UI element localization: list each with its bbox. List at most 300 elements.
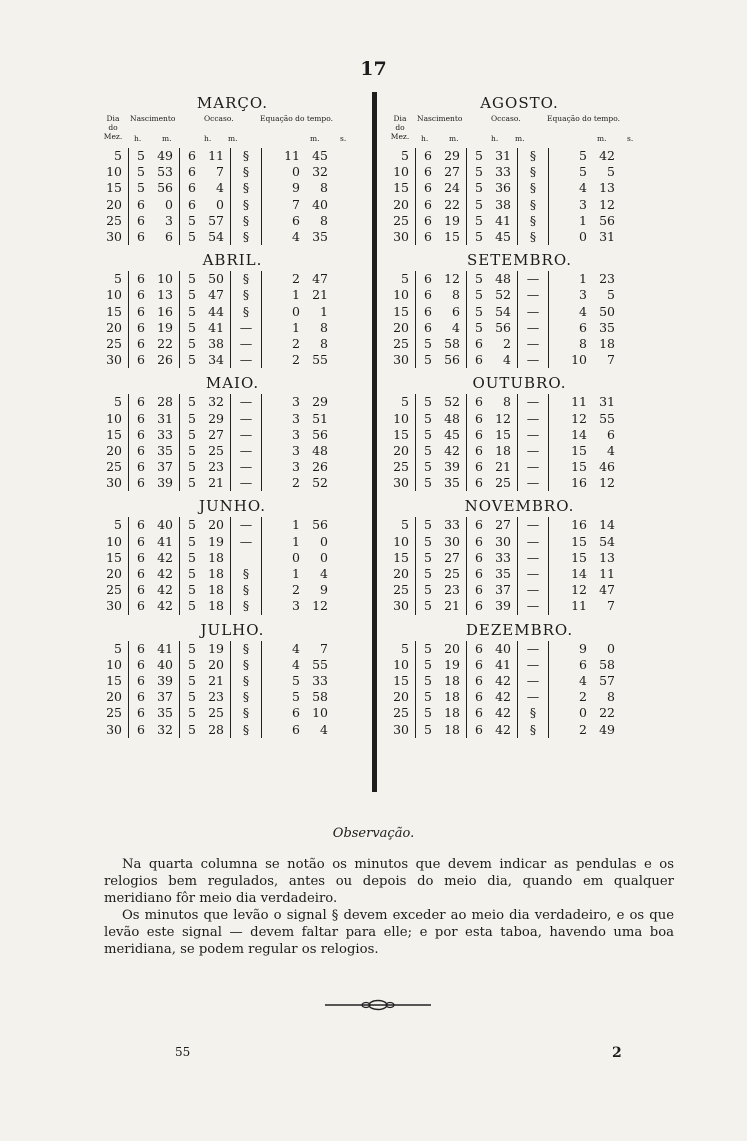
table-cell: 4 [607, 442, 615, 458]
table-cell: 29 [208, 410, 224, 426]
table-cell: 30 [393, 721, 409, 737]
table-cell: 32 [312, 164, 328, 180]
header-equacao: Equação do tempo. [260, 114, 333, 123]
table-cell: 6 [129, 534, 146, 550]
table-cell: 6 [467, 475, 484, 491]
table-cell: 6 [129, 197, 146, 213]
table-cell: 12 [549, 410, 588, 426]
month-table [387, 517, 615, 614]
table-cell: 5 [607, 164, 615, 180]
table-cell: 23 [444, 582, 460, 598]
table-cell: — [518, 673, 549, 689]
header-h: h. [421, 134, 429, 143]
table-cell: — [518, 287, 549, 303]
table-cell: 56 [312, 426, 328, 442]
table-cell: 0 [165, 196, 173, 212]
table-cell: 15 [106, 549, 122, 565]
table-cell: — [231, 320, 262, 336]
table-cell: 1 [262, 320, 301, 336]
table-cell: 5 [416, 673, 433, 689]
table-cell: 16 [549, 517, 588, 533]
table-cell: 5 [180, 213, 197, 229]
table-cell: 5 [416, 657, 433, 673]
table-cell: § [231, 148, 262, 164]
table-cell: 25 [106, 335, 122, 351]
table-row [387, 352, 615, 368]
table-cell: 0 [320, 533, 328, 549]
table-cell: 5 [180, 394, 197, 410]
month-table [100, 148, 328, 245]
table-cell: 6 [129, 229, 146, 245]
table-cell: 18 [495, 442, 511, 458]
table-cell: 13 [599, 549, 615, 565]
table-cell: 25 [208, 705, 224, 721]
table-cell: 37 [157, 689, 173, 705]
month-title: ABRIL. [202, 251, 263, 270]
table-cell: 10 [393, 164, 409, 180]
table-cell: 31 [157, 410, 173, 426]
table-cell: — [518, 427, 549, 443]
table-cell: 5 [262, 673, 301, 689]
table-cell: — [231, 427, 262, 443]
table-row [100, 517, 328, 533]
table-cell: 5 [416, 352, 433, 368]
table-cell: 6 [129, 352, 146, 368]
table-row [100, 213, 328, 229]
table-cell: 10 [393, 410, 409, 426]
table-cell: 5 [180, 673, 197, 689]
table-cell: 55 [599, 410, 615, 426]
table-cell: § [518, 213, 549, 229]
table-row [100, 394, 328, 410]
table-cell: 8 [320, 180, 328, 196]
table-cell: 5 [416, 689, 433, 705]
table-cell: 5 [416, 534, 433, 550]
table-cell: 41 [495, 212, 511, 228]
table-cell: 5 [180, 320, 197, 336]
table-cell: 5 [416, 721, 433, 737]
table-cell: 7 [607, 598, 615, 614]
table-cell: 47 [208, 287, 224, 303]
table-cell: 54 [599, 533, 615, 549]
table-cell: 57 [599, 672, 615, 688]
table-row [387, 287, 615, 303]
month-table [387, 641, 615, 738]
table-row [387, 459, 615, 475]
table-cell: 19 [208, 533, 224, 549]
table-cell: 5 [180, 271, 197, 287]
table-cell: 5 [467, 180, 484, 196]
table-cell: 5 [180, 657, 197, 673]
table-cell: 18 [444, 721, 460, 737]
table-cell: 6 [416, 148, 433, 164]
table-cell: 42 [157, 598, 173, 614]
table-cell: 20 [444, 640, 460, 656]
table-cell: 25 [444, 566, 460, 582]
table-cell: 11 [599, 566, 615, 582]
table-row [100, 352, 328, 368]
table-cell: 58 [599, 656, 615, 672]
table-cell: 51 [312, 410, 328, 426]
table-cell: 20 [106, 196, 122, 212]
table-cell: 5 [180, 705, 197, 721]
table-row [387, 598, 615, 614]
table-cell: § [518, 721, 549, 737]
table-row [100, 336, 328, 352]
table-cell: 33 [312, 672, 328, 688]
table-cell: 20 [106, 319, 122, 335]
table-cell: 12 [312, 598, 328, 614]
table-cell: 35 [157, 705, 173, 721]
table-cell: 10 [393, 287, 409, 303]
table-cell: 5 [467, 229, 484, 245]
table-cell: 40 [157, 517, 173, 533]
table-cell: 20 [393, 196, 409, 212]
table-cell: 20 [106, 566, 122, 582]
table-cell: 45 [312, 148, 328, 164]
month-title: JUNHO. [198, 497, 267, 516]
table-cell: 6 [129, 689, 146, 705]
table-row [100, 721, 328, 737]
table-cell: 5 [180, 475, 197, 491]
table-cell: 6 [467, 517, 484, 533]
table-cell: 5 [129, 148, 146, 164]
table-cell: 5 [416, 410, 433, 426]
table-cell: 6 [416, 213, 433, 229]
table-cell: 13 [157, 287, 173, 303]
table-cell: 49 [599, 721, 615, 737]
table-cell: 30 [106, 598, 122, 614]
month-title: MARÇO. [196, 94, 269, 112]
table-cell: 6 [416, 320, 433, 336]
table-cell: 12 [495, 410, 511, 426]
table-cell: 21 [495, 459, 511, 475]
table-cell: 9 [549, 641, 588, 657]
table-row [387, 320, 615, 336]
table-cell: § [231, 598, 262, 614]
header-nascimento: Nascimento [417, 114, 463, 123]
table-cell: § [231, 673, 262, 689]
table-cell: 21 [208, 475, 224, 491]
table-cell: 5 [416, 550, 433, 566]
table-cell: 30 [393, 352, 409, 368]
table-cell: § [231, 705, 262, 721]
header-m: m. [449, 134, 459, 143]
table-cell: 6 [129, 213, 146, 229]
table-cell: 12 [549, 582, 588, 598]
table-cell: 5 [180, 566, 197, 582]
table-row [387, 180, 615, 196]
table-cell: 36 [495, 180, 511, 196]
table-cell: 5 [416, 598, 433, 614]
table-cell: 4 [262, 641, 301, 657]
table-row [100, 534, 328, 550]
table-cell: 16 [549, 475, 588, 491]
table-cell: 5 [180, 443, 197, 459]
table-cell: 6 [452, 303, 460, 319]
table-cell: 48 [444, 410, 460, 426]
table-cell: 5 [416, 336, 433, 352]
table-cell: 13 [599, 180, 615, 196]
table-cell: 6 [467, 689, 484, 705]
month-title: NOVEMBRO. [464, 497, 575, 516]
table-cell: 27 [444, 549, 460, 565]
table-cell: — [231, 475, 262, 491]
header-em: m. [310, 134, 320, 143]
table-cell: 2 [262, 475, 301, 491]
table-cell: 6 [129, 287, 146, 303]
table-cell: 15 [106, 303, 122, 319]
table-row [100, 689, 328, 705]
table-cell: 19 [444, 656, 460, 672]
table-row [100, 705, 328, 721]
table-cell: § [518, 148, 549, 164]
table-cell: 4 [262, 657, 301, 673]
table-cell: — [518, 475, 549, 491]
table-row [387, 550, 615, 566]
table-cell [231, 550, 262, 566]
table-cell: 23 [599, 271, 615, 287]
table-row [387, 336, 615, 352]
table-cell: 29 [444, 148, 460, 164]
table-cell: 6 [129, 641, 146, 657]
table-cell: 6 [180, 164, 197, 180]
table-cell: § [231, 164, 262, 180]
table-cell: § [518, 164, 549, 180]
table-cell: 20 [393, 566, 409, 582]
table-row [387, 721, 615, 737]
table-row [387, 271, 615, 287]
table-cell: 5 [180, 582, 197, 598]
table-row [387, 582, 615, 598]
table-row [100, 566, 328, 582]
table-cell: 20 [106, 442, 122, 458]
table-row [100, 304, 328, 320]
table-row [100, 287, 328, 303]
table-cell: 5 [180, 721, 197, 737]
table-cell: 6 [129, 427, 146, 443]
month-table [100, 517, 328, 614]
table-cell: 35 [157, 442, 173, 458]
table-cell: 41 [208, 319, 224, 335]
month-table [387, 148, 615, 245]
table-cell: § [231, 657, 262, 673]
table-cell: 5 [180, 550, 197, 566]
table-cell: 6 [467, 721, 484, 737]
table-cell: 6 [467, 394, 484, 410]
header-es: s. [627, 134, 634, 143]
table-row [100, 271, 328, 287]
table-cell: 6 [467, 582, 484, 598]
table-row [100, 197, 328, 213]
table-cell: 25 [393, 582, 409, 598]
month-title: JULHO. [200, 620, 265, 639]
table-cell: 56 [312, 517, 328, 533]
table-cell: 26 [157, 352, 173, 368]
table-cell: 6 [180, 180, 197, 196]
column-headers [387, 114, 652, 148]
table-row [387, 304, 615, 320]
table-cell: 5 [467, 304, 484, 320]
table-cell: 41 [157, 533, 173, 549]
table-cell: 8 [320, 212, 328, 228]
table-cell: 30 [106, 475, 122, 491]
table-cell: 5 [180, 410, 197, 426]
table-cell: 5 [180, 427, 197, 443]
footer-mark: 2 [612, 1045, 622, 1061]
table-cell: 6 [129, 673, 146, 689]
table-cell: 35 [444, 475, 460, 491]
table-cell: 5 [180, 641, 197, 657]
table-cell: 18 [208, 582, 224, 598]
table-cell: 6 [165, 229, 173, 245]
table-cell: 1 [262, 517, 301, 533]
table-cell: 39 [157, 672, 173, 688]
table-cell: 37 [157, 459, 173, 475]
table-cell: 4 [503, 352, 511, 368]
table-cell: 6 [129, 475, 146, 491]
right-column [387, 92, 652, 738]
table-cell: 5 [180, 459, 197, 475]
table-cell: 15 [106, 180, 122, 196]
table-cell: § [518, 180, 549, 196]
table-cell: 31 [599, 229, 615, 245]
ornament-divider [323, 995, 433, 1015]
table-cell: 25 [106, 582, 122, 598]
table-cell: 3 [262, 394, 301, 410]
table-cell: 27 [208, 426, 224, 442]
table-cell: 25 [106, 212, 122, 228]
table-cell: 18 [208, 549, 224, 565]
table-cell: 6 [129, 304, 146, 320]
table-cell: 39 [495, 598, 511, 614]
table-cell: — [518, 443, 549, 459]
table-cell: 6 [129, 443, 146, 459]
header-occaso: Occaso. [491, 114, 521, 123]
table-cell: — [518, 271, 549, 287]
table-cell: 6 [129, 394, 146, 410]
table-cell: 4 [452, 319, 460, 335]
table-cell: 40 [495, 640, 511, 656]
table-cell: 29 [312, 394, 328, 410]
table-cell: 6 [129, 320, 146, 336]
observation-title: Observação. [332, 826, 415, 841]
table-row [100, 443, 328, 459]
table-cell: 30 [106, 229, 122, 245]
table-cell: 0 [549, 705, 588, 721]
table-cell: 42 [157, 582, 173, 598]
table-cell: 6 [416, 304, 433, 320]
table-cell: — [518, 534, 549, 550]
table-cell: 3 [262, 427, 301, 443]
month-table [100, 641, 328, 738]
table-row [387, 517, 615, 533]
table-cell: 25 [393, 335, 409, 351]
table-cell: 5 [262, 689, 301, 705]
table-cell: 6 [129, 271, 146, 287]
table-cell: 6 [416, 197, 433, 213]
table-cell: 42 [157, 549, 173, 565]
table-cell: 6 [129, 705, 146, 721]
table-cell: 20 [208, 517, 224, 533]
table-cell: 15 [393, 303, 409, 319]
table-cell: 4 [549, 304, 588, 320]
table-cell: 6 [129, 721, 146, 737]
table-cell: § [231, 721, 262, 737]
table-cell: 33 [444, 517, 460, 533]
table-cell: 49 [157, 148, 173, 164]
table-cell: 0 [262, 164, 301, 180]
table-cell: 30 [106, 721, 122, 737]
table-cell: — [231, 394, 262, 410]
table-cell: 10 [106, 287, 122, 303]
table-cell: 0 [216, 196, 224, 212]
table-cell: — [518, 689, 549, 705]
table-cell: 6 [416, 180, 433, 196]
table-cell: 1 [320, 303, 328, 319]
table-cell: 18 [208, 566, 224, 582]
table-cell: — [231, 534, 262, 550]
table-cell: 47 [312, 271, 328, 287]
table-cell: 20 [393, 319, 409, 335]
table-cell: 5 [416, 459, 433, 475]
table-row [100, 641, 328, 657]
table-cell: 1 [549, 271, 588, 287]
table-cell: 5 [180, 352, 197, 368]
table-cell: 25 [208, 442, 224, 458]
table-row [100, 582, 328, 598]
table-cell: 6 [467, 410, 484, 426]
table-cell: 52 [444, 394, 460, 410]
table-row [100, 427, 328, 443]
table-cell: § [231, 271, 262, 287]
table-cell: 14 [549, 566, 588, 582]
table-cell: 25 [393, 705, 409, 721]
table-cell: 6 [262, 213, 301, 229]
table-cell: 23 [208, 689, 224, 705]
table-cell: 0 [320, 549, 328, 565]
table-cell: — [231, 336, 262, 352]
table-cell: 30 [393, 475, 409, 491]
table-cell: 10 [106, 164, 122, 180]
table-cell: 25 [495, 475, 511, 491]
table-cell: 6 [467, 673, 484, 689]
observation-paragraph-2: Os minutos que levão o signal § devem exceder ao meio dia verdadeiro, e os que levão este signal — devem faltar para elle; e por esta taboa, havendo uma boa meridiana, se podem regular os relogios. [104, 908, 674, 957]
table-cell: 15 [106, 672, 122, 688]
table-cell: 56 [599, 212, 615, 228]
table-cell: 6 [467, 443, 484, 459]
column-headers [100, 114, 365, 148]
table-cell: 6 [467, 336, 484, 352]
table-cell: 6 [467, 459, 484, 475]
table-cell: 6 [467, 427, 484, 443]
month-table [100, 271, 328, 368]
header-dia: Dia do Mez. [390, 114, 410, 141]
table-cell: 6 [262, 705, 301, 721]
table-cell: 2 [262, 352, 301, 368]
table-cell: 42 [495, 705, 511, 721]
table-cell: 5 [114, 640, 122, 656]
table-cell: 5 [129, 180, 146, 196]
table-cell: 5 [416, 705, 433, 721]
table-cell: 50 [208, 271, 224, 287]
table-cell: § [518, 705, 549, 721]
table-cell: 6 [129, 336, 146, 352]
table-cell: 47 [599, 582, 615, 598]
table-cell: 6 [467, 534, 484, 550]
table-cell: 5 [180, 598, 197, 614]
table-cell: 5 [416, 582, 433, 598]
